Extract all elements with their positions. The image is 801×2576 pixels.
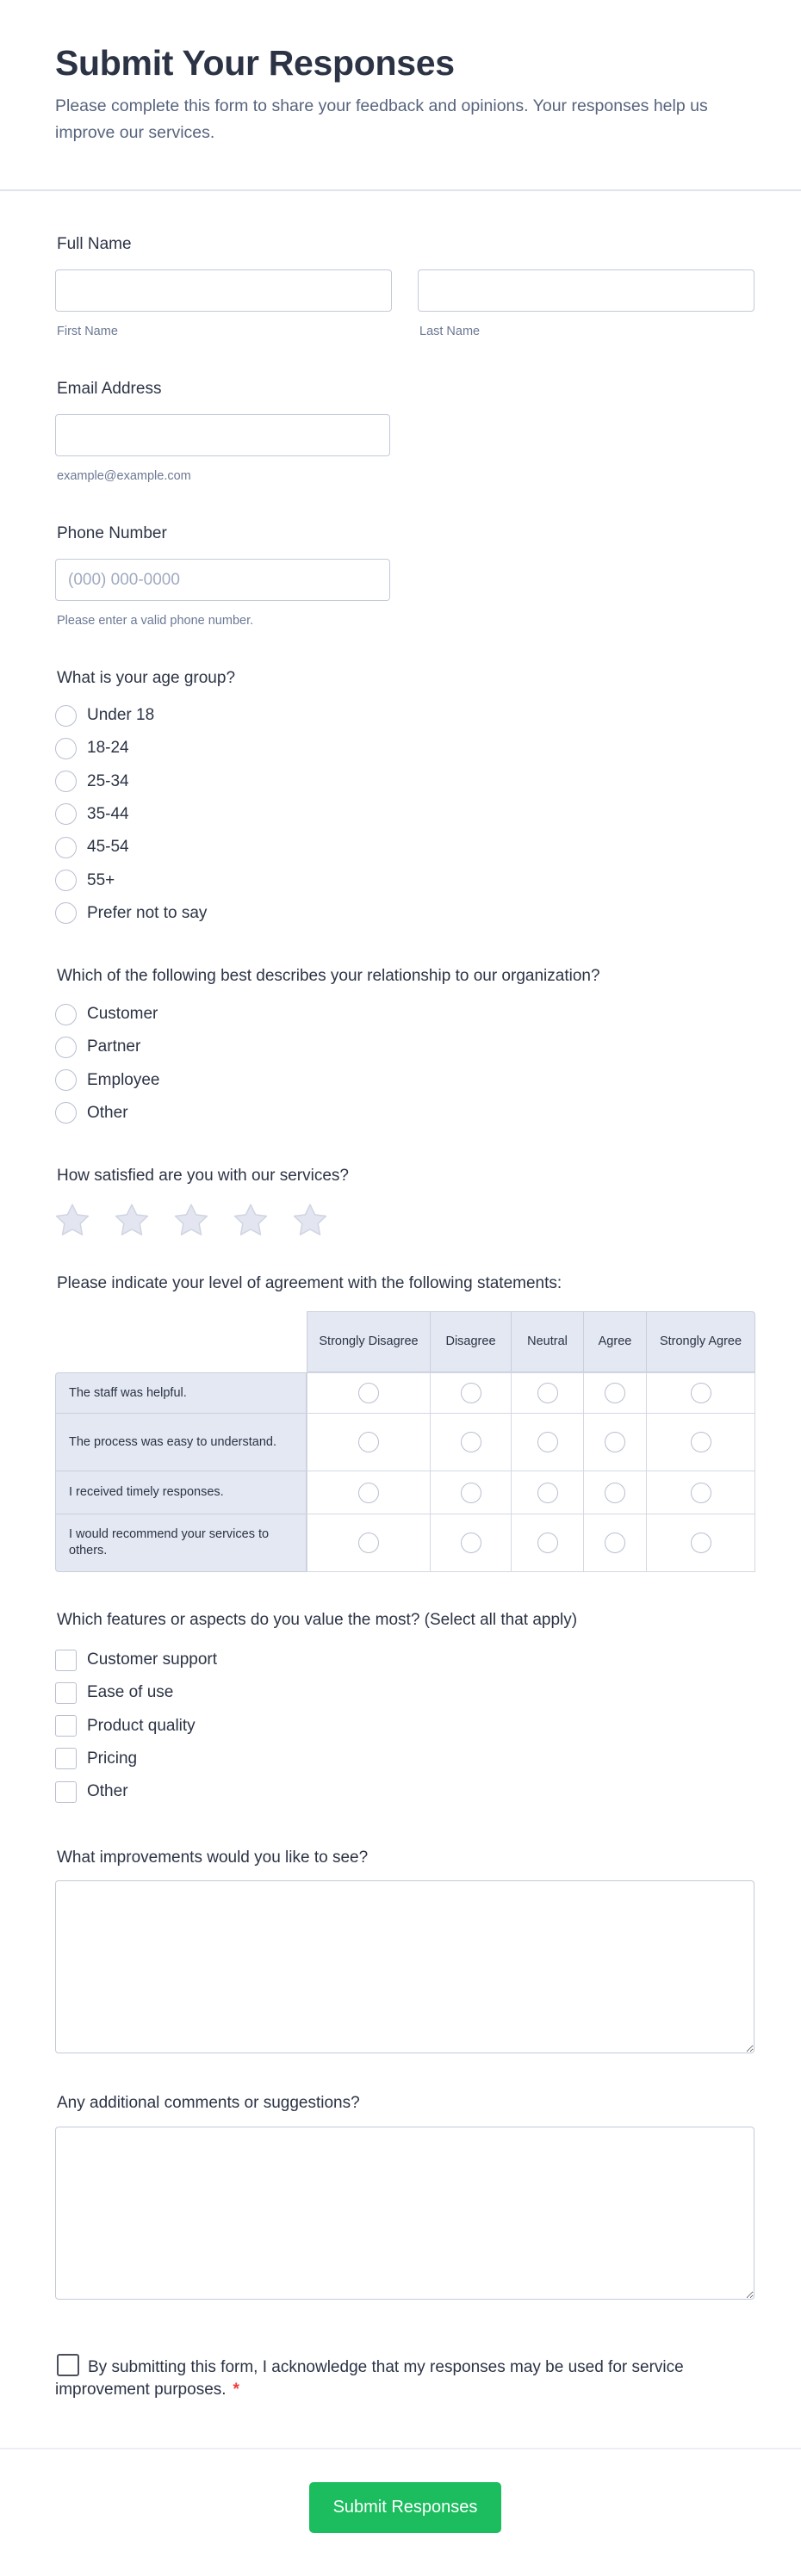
matrix-cell[interactable] — [646, 1514, 755, 1572]
required-asterisk: * — [233, 2381, 239, 2399]
matrix-cell[interactable] — [511, 1413, 584, 1471]
matrix-radio-button[interactable] — [537, 1483, 558, 1503]
relationship-option-label: Customer — [87, 1005, 158, 1023]
checkbox[interactable] — [55, 1650, 77, 1671]
first-name-input[interactable] — [55, 269, 392, 312]
age-group-option-label: 55+ — [87, 870, 115, 889]
matrix-radio-button[interactable] — [605, 1432, 625, 1452]
checkbox[interactable] — [55, 1781, 77, 1803]
full-name-label: Full Name — [57, 235, 132, 253]
age-group-option-label: Prefer not to say — [87, 903, 208, 922]
relationship-option-label: Partner — [87, 1037, 141, 1056]
star-icon[interactable] — [291, 1203, 329, 1239]
relationship-label: Which of the following best describes your relationship to our organization? — [57, 967, 600, 985]
matrix-cell[interactable] — [646, 1471, 755, 1514]
first-name-sublabel: First Name — [57, 325, 118, 338]
page-title: Submit Your Responses — [55, 43, 455, 83]
matrix-row-label: I received timely responses. — [55, 1471, 307, 1514]
age-group-option-label: 25-34 — [87, 771, 129, 790]
radio-button[interactable] — [55, 771, 77, 792]
feature-option-label: Pricing — [87, 1749, 138, 1768]
matrix-row-label: The process was easy to understand. — [55, 1413, 307, 1471]
age-group-option-label: Under 18 — [87, 706, 155, 724]
age-group-option-label: 18-24 — [87, 739, 129, 758]
header-divider — [0, 189, 801, 191]
matrix-cell[interactable] — [583, 1471, 647, 1514]
phone-label: Phone Number — [57, 524, 167, 542]
feature-option[interactable] — [55, 1780, 128, 1803]
comments-textarea[interactable] — [55, 2127, 754, 2300]
features-label: Which features or aspects do you value the most? (Select all that apply) — [57, 1611, 578, 1629]
matrix-radio-button[interactable] — [605, 1383, 625, 1403]
email-sublabel: example@example.com — [57, 469, 191, 483]
matrix-cell[interactable] — [583, 1514, 647, 1572]
footer-divider — [0, 2448, 801, 2449]
matrix-radio-button[interactable] — [358, 1533, 379, 1553]
matrix-cell[interactable] — [430, 1413, 512, 1471]
relationship-option-label: Employee — [87, 1070, 160, 1089]
checkbox[interactable] — [55, 1715, 77, 1737]
matrix-cell[interactable] — [307, 1514, 431, 1572]
age-group-option[interactable] — [55, 836, 129, 858]
radio-button[interactable] — [55, 803, 77, 825]
star-icon[interactable] — [172, 1203, 210, 1239]
radio-button[interactable] — [55, 1004, 77, 1025]
matrix-radio-button[interactable] — [461, 1483, 481, 1503]
matrix-radio-button[interactable] — [691, 1483, 711, 1503]
relationship-option[interactable] — [55, 1102, 128, 1124]
comments-label: Any additional comments or suggestions? — [57, 2094, 360, 2112]
consent-checkbox[interactable] — [57, 2354, 79, 2376]
age-group-option-label: 35-44 — [87, 804, 129, 823]
satisfaction-label: How satisfied are you with our services? — [57, 1167, 349, 1185]
radio-button[interactable] — [55, 870, 77, 891]
age-group-label: What is your age group? — [57, 669, 236, 687]
matrix-cell[interactable] — [430, 1514, 512, 1572]
matrix-radio-button[interactable] — [605, 1483, 625, 1503]
consent-field — [55, 2354, 710, 2401]
matrix-radio-button[interactable] — [537, 1383, 558, 1403]
email-input[interactable] — [55, 414, 390, 456]
matrix-row-label: The staff was helpful. — [55, 1372, 307, 1414]
feature-option[interactable] — [55, 1715, 196, 1737]
matrix-radio-button[interactable] — [691, 1533, 711, 1553]
relationship-option-label: Other — [87, 1103, 128, 1122]
matrix-cell[interactable] — [511, 1471, 584, 1514]
page-description: Please complete this form to share your feedback and opinions. Your responses help us improve our services. — [55, 96, 708, 142]
age-group-option[interactable] — [55, 737, 129, 759]
matrix-radio-button[interactable] — [461, 1533, 481, 1553]
matrix-radio-button[interactable] — [358, 1432, 379, 1452]
matrix-cell[interactable] — [583, 1372, 647, 1414]
phone-input[interactable] — [55, 559, 390, 601]
feature-option[interactable] — [55, 1649, 217, 1671]
matrix-cell[interactable] — [646, 1413, 755, 1471]
matrix-cell[interactable] — [646, 1372, 755, 1414]
age-group-option[interactable] — [55, 870, 115, 892]
matrix-column-header: Agree — [583, 1311, 647, 1372]
matrix-column-header: Neutral — [511, 1311, 584, 1372]
feature-option-label: Customer support — [87, 1650, 218, 1669]
star-icon[interactable] — [232, 1203, 270, 1239]
feature-option-label: Other — [87, 1782, 128, 1801]
star-rating — [53, 1203, 351, 1239]
radio-button[interactable] — [55, 738, 77, 759]
relationship-option[interactable] — [55, 1036, 140, 1058]
feature-option[interactable] — [55, 1748, 137, 1770]
matrix-cell[interactable] — [511, 1372, 584, 1414]
age-group-option[interactable] — [55, 902, 207, 925]
agreement-label: Please indicate your level of agreement with the following statements: — [57, 1274, 562, 1292]
age-group-option[interactable] — [55, 704, 154, 727]
feature-option-label: Product quality — [87, 1716, 196, 1735]
matrix-cell[interactable] — [430, 1372, 512, 1414]
radio-button[interactable] — [55, 837, 77, 858]
relationship-option[interactable] — [55, 1069, 160, 1092]
matrix-cell[interactable] — [307, 1413, 431, 1471]
radio-button[interactable] — [55, 902, 77, 924]
matrix-column-header: Disagree — [430, 1311, 512, 1372]
agreement-matrix — [55, 1311, 754, 1571]
checkbox[interactable] — [55, 1748, 77, 1769]
matrix-cell[interactable] — [307, 1471, 431, 1514]
matrix-radio-button[interactable] — [358, 1383, 379, 1403]
email-label: Email Address — [57, 380, 162, 398]
checkbox[interactable] — [55, 1682, 77, 1704]
feature-option[interactable] — [55, 1681, 173, 1704]
matrix-radio-button[interactable] — [537, 1533, 558, 1553]
age-group-option[interactable] — [55, 771, 129, 793]
matrix-column-header: Strongly Disagree — [307, 1311, 431, 1372]
matrix-radio-button[interactable] — [691, 1432, 711, 1452]
improvements-label: What improvements would you like to see? — [57, 1848, 369, 1867]
relationship-option[interactable] — [55, 1003, 158, 1025]
phone-helper-text: Please enter a valid phone number. — [57, 614, 254, 628]
matrix-radio-button[interactable] — [461, 1383, 481, 1403]
feature-option-label: Ease of use — [87, 1683, 174, 1702]
matrix-cell[interactable] — [430, 1471, 512, 1514]
radio-button[interactable] — [55, 1037, 77, 1058]
matrix-row-label: I would recommend your services to others. — [55, 1514, 307, 1572]
matrix-cell[interactable] — [307, 1372, 431, 1414]
improvements-textarea[interactable] — [55, 1880, 754, 2053]
matrix-radio-button[interactable] — [605, 1533, 625, 1553]
radio-button[interactable] — [55, 1102, 77, 1124]
submit-button[interactable]: Submit Responses — [309, 2482, 501, 2533]
last-name-input[interactable] — [418, 269, 754, 312]
matrix-radio-button[interactable] — [691, 1383, 711, 1403]
star-icon[interactable] — [53, 1203, 91, 1239]
matrix-radio-button[interactable] — [537, 1432, 558, 1452]
consent-text: By submitting this form, I acknowledge that my responses may be used for service improvement purposes. — [55, 2358, 684, 2399]
matrix-cell[interactable] — [583, 1413, 647, 1471]
matrix-radio-button[interactable] — [358, 1483, 379, 1503]
radio-button[interactable] — [55, 1069, 77, 1091]
star-icon[interactable] — [113, 1203, 151, 1239]
radio-button[interactable] — [55, 705, 77, 727]
matrix-cell[interactable] — [511, 1514, 584, 1572]
last-name-sublabel: Last Name — [419, 325, 481, 338]
age-group-option-label: 45-54 — [87, 838, 129, 857]
matrix-column-header: Strongly Agree — [646, 1311, 755, 1372]
matrix-radio-button[interactable] — [461, 1432, 481, 1452]
age-group-option[interactable] — [55, 803, 129, 826]
